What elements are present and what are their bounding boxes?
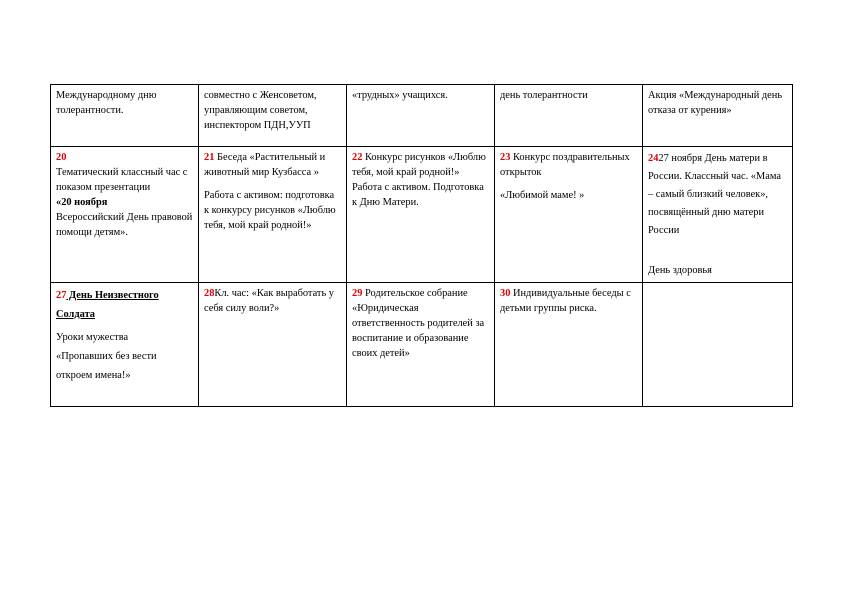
cell-text: «Пропавших без вести откроем имена!»	[56, 351, 157, 381]
cell	[347, 85, 495, 147]
day-number: 24	[648, 153, 659, 164]
table-row	[51, 283, 793, 407]
cell-text: Индивидуальные беседы с детьми группы риска.	[500, 288, 631, 314]
table-row	[51, 147, 793, 283]
cell	[51, 283, 199, 407]
day-number: 28	[204, 288, 215, 299]
cell	[199, 283, 347, 407]
cell-text: Уроки мужества	[56, 332, 129, 343]
cell	[51, 147, 199, 283]
day-number: 21	[204, 152, 215, 163]
cell-text: День здоровья	[648, 265, 712, 276]
cell-text: Кл. час: «Как выработать у себя силу воли?»	[204, 288, 335, 314]
cell	[643, 147, 793, 283]
cell	[347, 147, 495, 283]
cell-text: Родительское собрание «Юридическая ответственность родителей за воспитание и образование своих детей»	[352, 288, 485, 359]
cell	[199, 147, 347, 283]
cell-text: Тематический классный час с показом презентации	[56, 167, 188, 193]
day-number: 27	[56, 290, 67, 301]
cell-text: 27 ноября День матери в России. Классный час. «Мама – самый близкий человек», посвящённый дню матери России	[648, 153, 781, 236]
cell	[643, 85, 793, 147]
cell-text: Всероссийский День правовой помощи детям».	[56, 212, 193, 238]
cell-text: Конкурс рисунков «Люблю тебя, мой край родной!»	[352, 152, 486, 178]
cell-text: Беседа «Растительный и животный мир Кузбасса »	[204, 152, 326, 178]
schedule-table	[50, 84, 793, 407]
cell-text: Работа с активом: подготовка к конкурсу рисунков «Люблю тебя, мой край родной!»	[204, 190, 336, 231]
cell-text: Конкурс поздравительных открыток	[500, 152, 630, 178]
cell-text: Акция «Международный день отказа от курения»	[648, 90, 783, 116]
cell-text: «трудных» учащихся.	[352, 90, 448, 101]
table-row	[51, 85, 793, 147]
cell-text: Международному дню толерантности.	[56, 90, 157, 116]
cell-text-bold: День Неизвестного Солдата	[56, 290, 159, 320]
cell	[347, 283, 495, 407]
day-number: 23	[500, 152, 511, 163]
day-number: 20	[56, 152, 67, 163]
cell-text: день толерантности	[500, 90, 588, 101]
cell-empty	[643, 283, 793, 407]
day-number: 30	[500, 288, 511, 299]
cell-text: совместно с Женсоветом, управляющим советом, инспектором ПДН,УУП	[204, 90, 317, 131]
cell-text-bold: «20 ноября	[56, 197, 108, 208]
cell	[199, 85, 347, 147]
day-number: 29	[352, 288, 363, 299]
cell-text: «Любимой маме! »	[500, 190, 585, 201]
cell	[495, 283, 643, 407]
cell	[495, 85, 643, 147]
cell-text: Работа с активом. Подготовка к Дню Матери.	[352, 182, 484, 208]
cell	[51, 85, 199, 147]
day-number: 22	[352, 152, 363, 163]
cell	[495, 147, 643, 283]
